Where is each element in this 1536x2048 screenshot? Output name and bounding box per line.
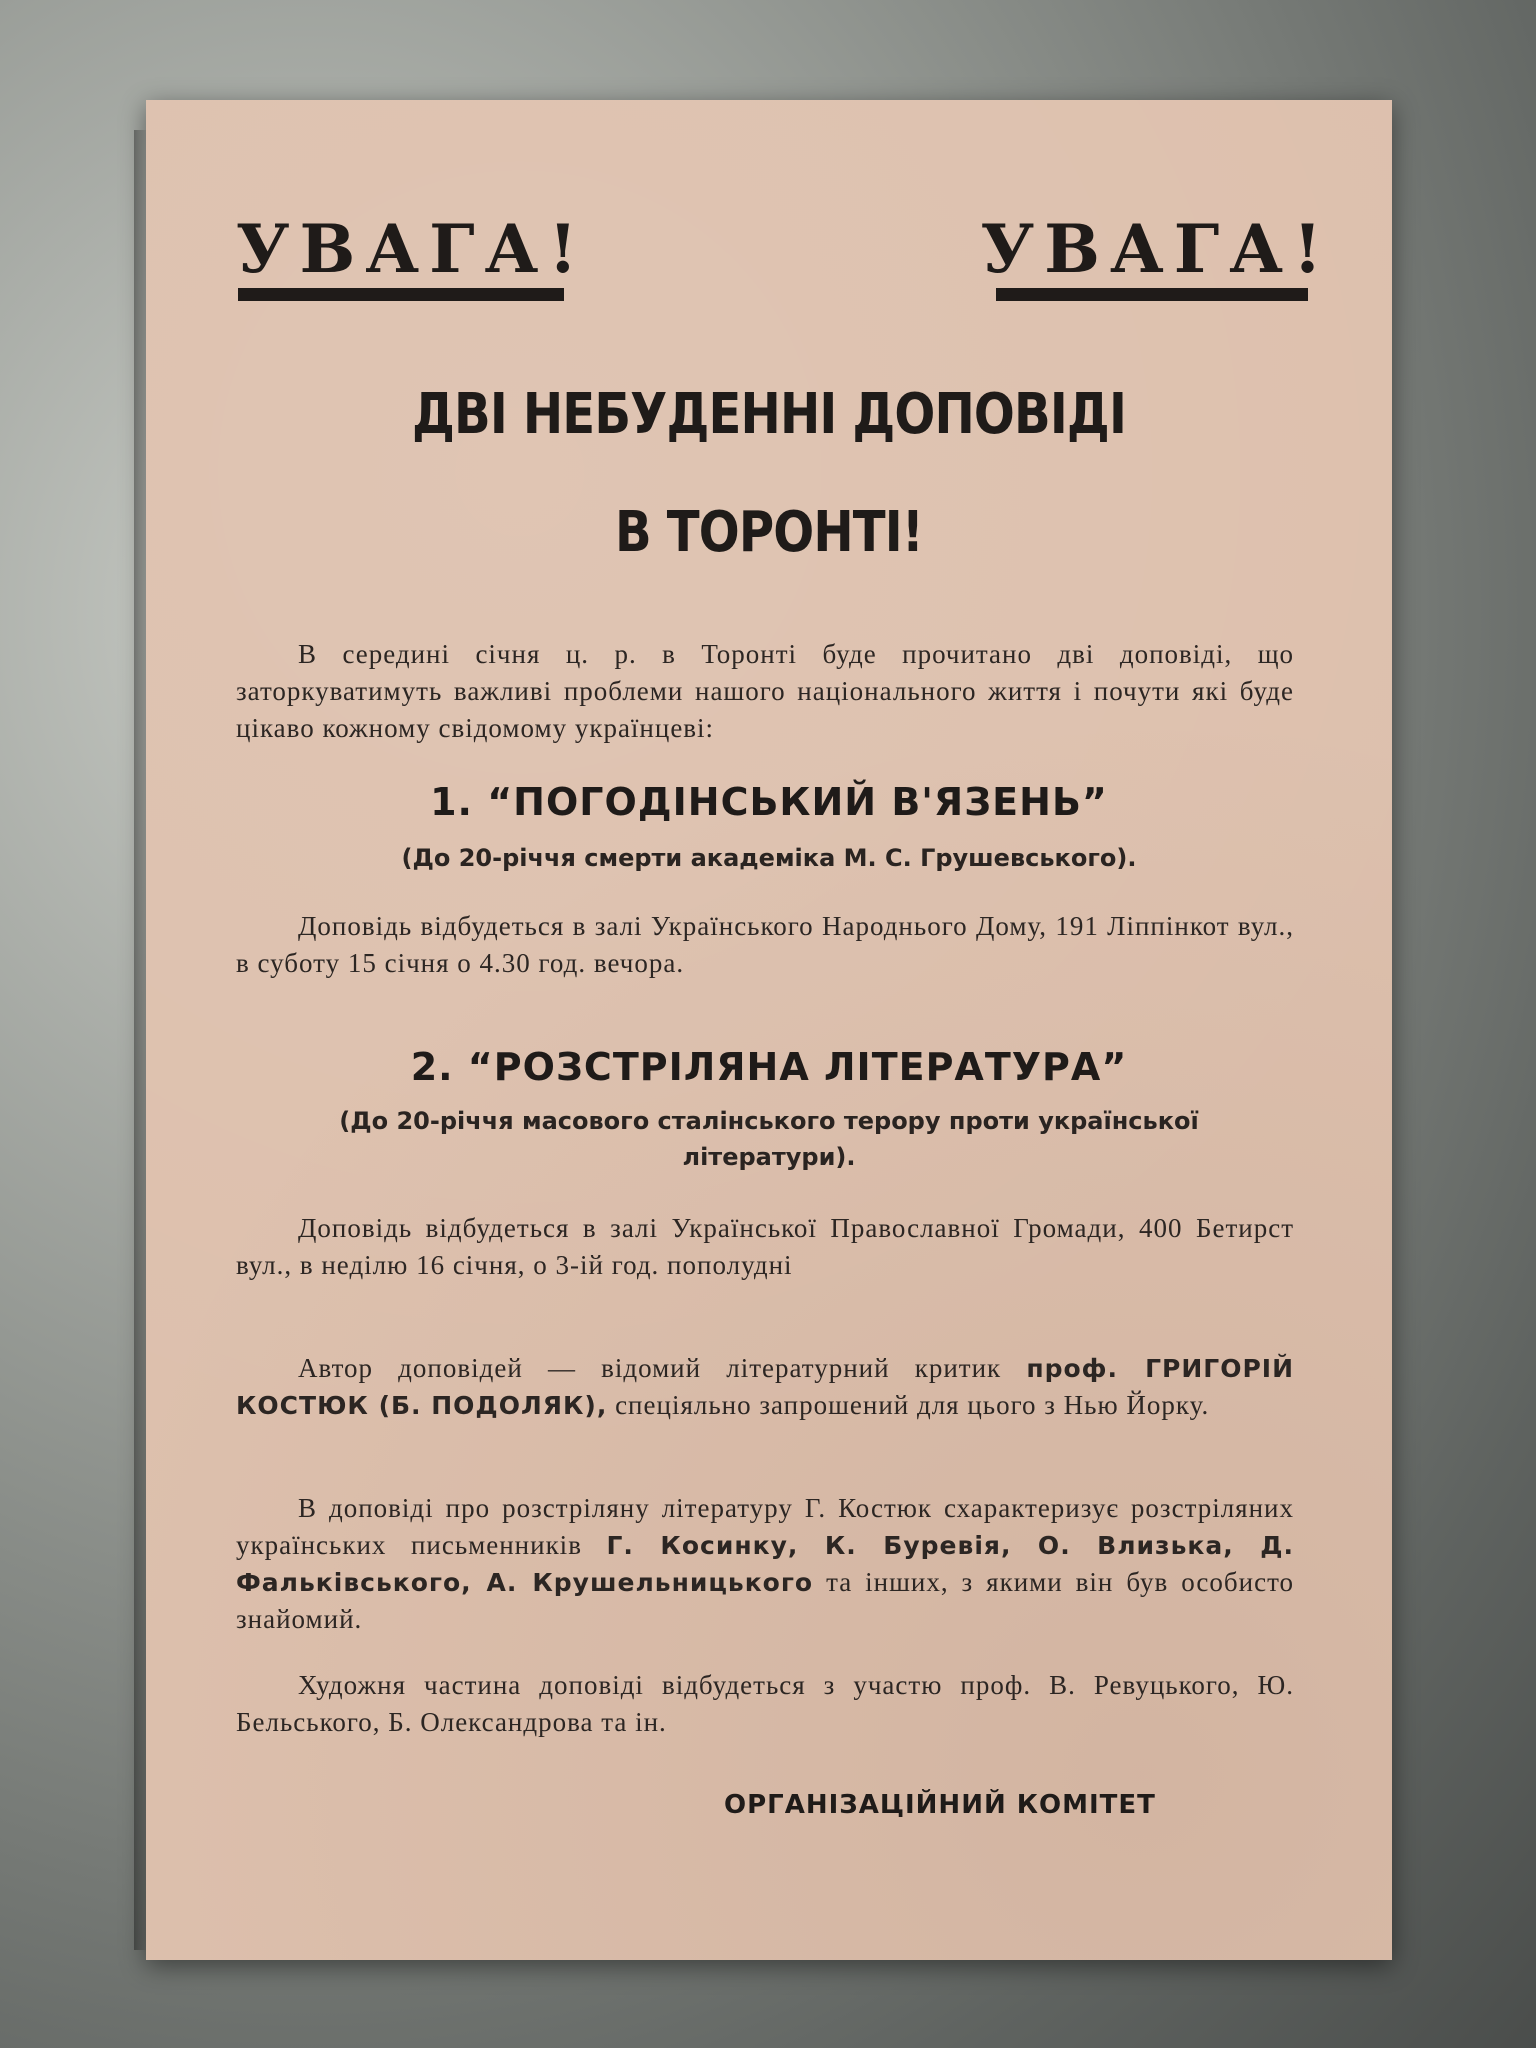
lecture-2-details: Доповідь відбудеться в залі Української Православної Громади, 400 Бетирст вул., в неділю 16 січня, о 3-ій год. пополудні: [236, 1213, 1294, 1280]
writers-names: Г. Косинку, К. Буревія, О. Влизька, Д. Фальківського, А. Крушельницького: [236, 1531, 1294, 1597]
attention-heading-right: УВАГА!: [980, 210, 1332, 288]
literature-paragraph: [236, 1490, 1294, 1638]
lecture-2-subtitle: (До 20-річчя масового сталінського терору проти української літератури).: [339, 1107, 1199, 1171]
attention-heading-left: УВАГА!: [236, 210, 588, 288]
headline-line-2: В ТОРОНТІ!: [615, 500, 923, 565]
author-name: проф. ГРИГОРІЙ КОСТЮК (Б. ПОДОЛЯК),: [236, 1354, 1294, 1420]
underline-rule-right: [996, 288, 1308, 301]
literature-suffix: та інших, з якими він був особисто знайомий.: [236, 1567, 1295, 1634]
organizing-committee-signature: ОРГАНІЗАЦІЙНИЙ КОМІТЕТ: [724, 1790, 1156, 1820]
lecture-1-title: 1. “ПОГОДІНСЬКИЙ В'ЯЗЕНЬ”: [430, 780, 1108, 824]
literature-prefix: В доповіді про розстріляну літературу Г. Костюк схарактеризує розстріляних українських письменників: [236, 1493, 1294, 1560]
lecture-1-details: Доповідь відбудеться в залі Українського Народнього Дому, 191 Ліппінкот вул., в суботу 15 січня о 4.30 год. вечора.: [236, 911, 1294, 978]
lecture-2-title: 2. “РОЗСТРІЛЯНА ЛІТЕРАТУРА”: [410, 1045, 1128, 1089]
headline-line-1: ДВІ НЕБУДЕННІ ДОПОВІДІ: [411, 382, 1127, 447]
author-paragraph: [236, 1350, 1294, 1424]
lecture-1-subtitle: (До 20-річчя смерти академіка М. С. Грушевського).: [401, 844, 1137, 872]
author-prefix: Автор доповідей — відомий літературний критик: [298, 1353, 1002, 1383]
underline-rule-left: [238, 288, 564, 301]
flyer-sheet: [146, 100, 1392, 1960]
intro-paragraph: В середині січня ц. р. в Торонті буде прочитано дві доповіді, що заторкуватимуть важливі проблеми нашого національного життя і почути які буде цікаво кожному свідомому українцеві:: [236, 639, 1294, 743]
author-suffix: спеціяльно запрошений для цього з Нью Йорку.: [615, 1390, 1210, 1420]
artistic-paragraph: Художня частина доповіді відбудеться з участю проф. В. Ревуцького, Ю. Бельського, Б. Олександрова та ін.: [236, 1670, 1294, 1737]
